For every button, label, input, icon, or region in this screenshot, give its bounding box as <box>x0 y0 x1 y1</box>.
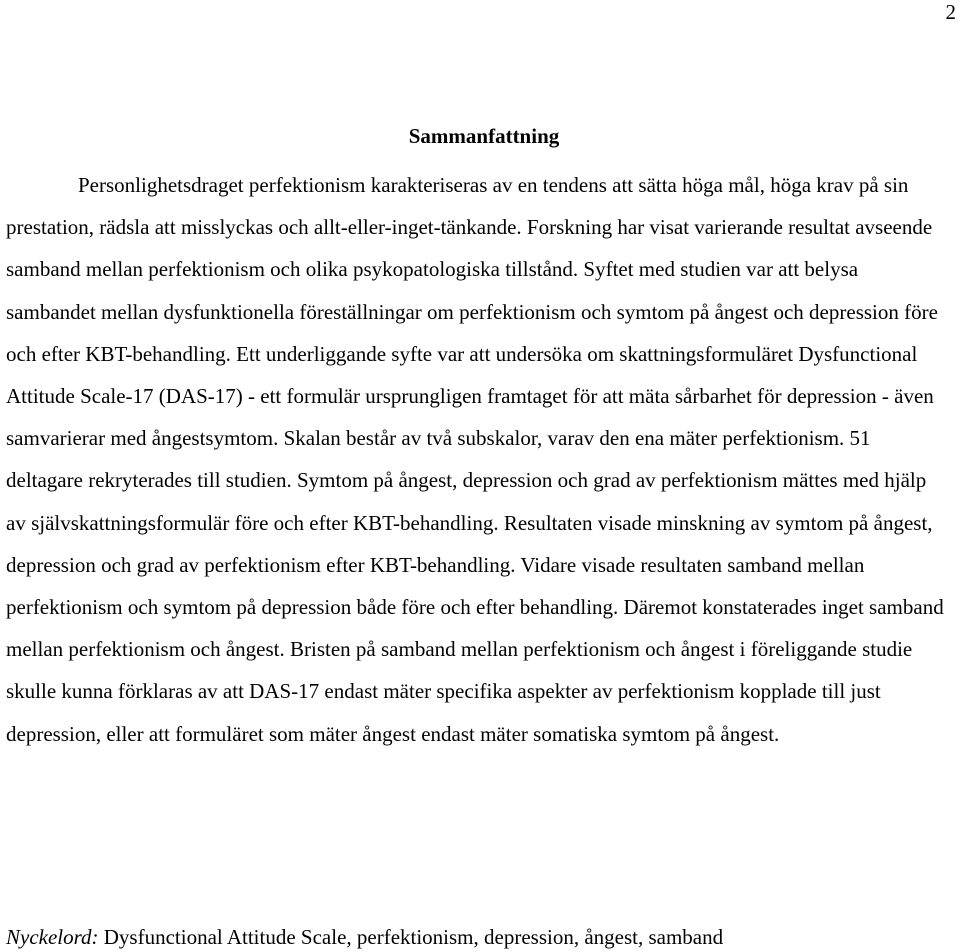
keywords-line <box>6 922 946 952</box>
keywords-text: Dysfunctional Attitude Scale, perfektionism, depression, ångest, samband <box>98 925 724 949</box>
abstract-body: Personlighetsdraget perfektionism karakteriseras av en tendens att sätta höga mål, höga krav på sin prestation, rädsla att misslyckas och allt-eller-inget-tänkande. Forskning har visat varierande resultat avseende samband mellan perfektionism och olika psykopatologiska tillstånd. Syftet med studien var att belysa sambandet mellan dysfunktionella föreställningar om perfektionism och symtom på ångest och depression före och efter KBT-behandling. Ett underliggande syfte var att undersöka om skattningsformuläret Dysfunctional Attitude Scale-17 (DAS-17) - ett formulär ursprungligen framtaget för att mäta sårbarhet för depression - även samvarierar med ångestsymtom. Skalan består av två subskalor, varav den ena mäter perfektionism. 51 deltagare rekryterades till studien. Symtom på ångest, depression och grad av perfektionism mättes med hjälp av självskattningsformulär före och efter KBT-behandling. Resultaten visade minskning av symtom på ångest, depression och grad av perfektionism efter KBT-behandling. Vidare visade resultaten samband mellan perfektionism och symtom på depression både före och efter behandling. Däremot konstaterades inget samband mellan perfektionism och ångest. Bristen på samband mellan perfektionism och ångest i föreliggande studie skulle kunna förklaras av att DAS-17 endast mäter specifika aspekter av perfektionism kopplade till just depression, eller att formuläret som mäter ångest endast mäter somatiska symtom på ångest. <box>6 173 944 746</box>
keywords-label: Nyckelord: <box>6 925 99 949</box>
abstract-title: Sammanfattning <box>408 124 560 148</box>
page-number: 2 <box>945 0 956 24</box>
